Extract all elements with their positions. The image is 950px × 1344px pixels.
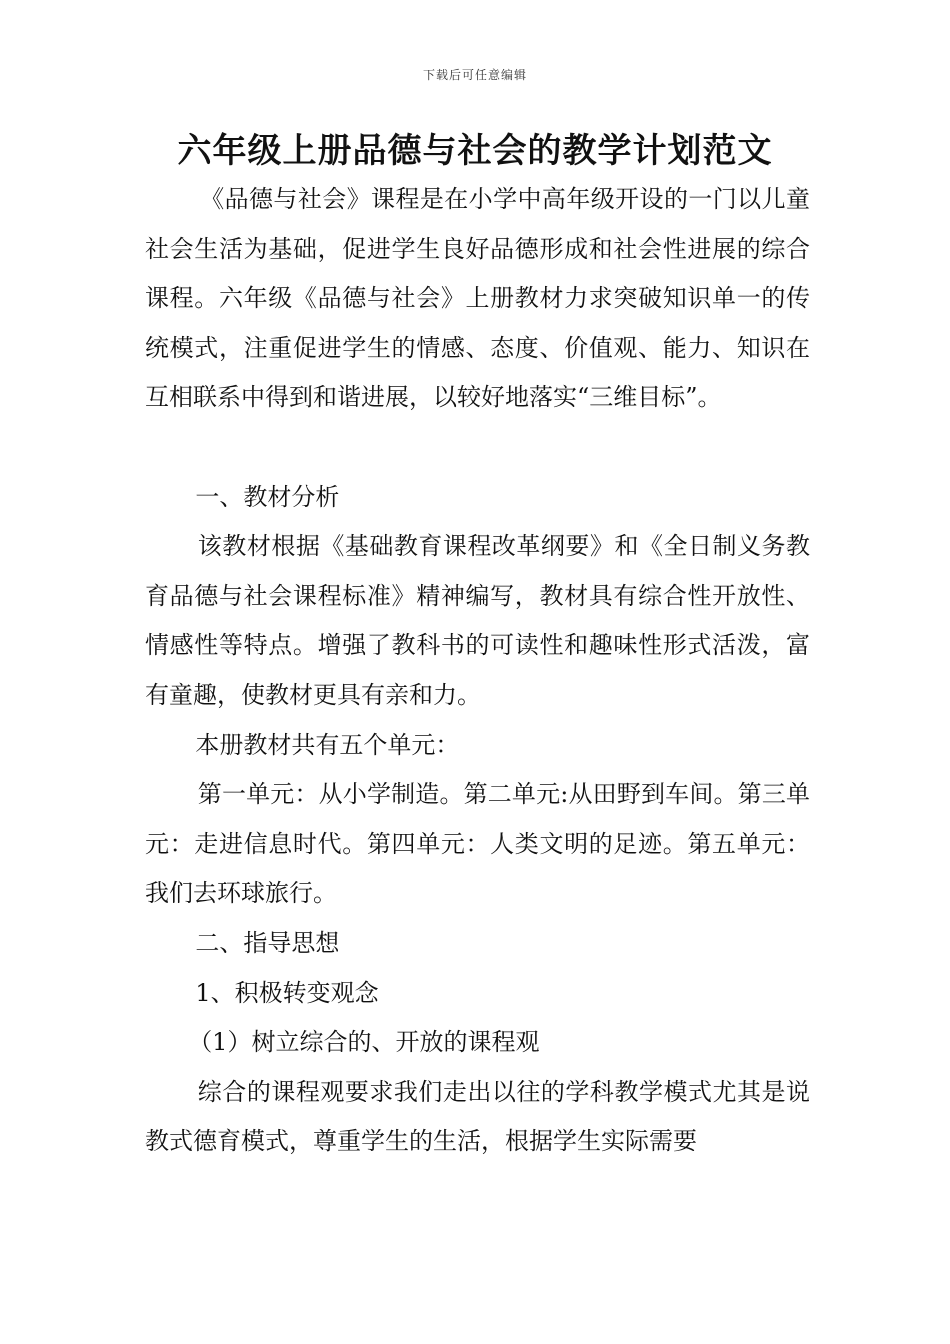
- section-1-paragraph: 该教材根据《基础教育课程改革纲要》和《全日制义务教育品德与社会课程标准》精神编写，教材具有综合性开放性、情感性等特点。增强了教科书的可读性和趣味性形式活泼，富有童趣，使教材更具有亲和力。: [145, 532, 810, 709]
- final-paragraph: 综合的课程观要求我们走出以往的学科教学模式尤其是说教式德育模式，尊重学生的生活，根据学生实际需要: [145, 1077, 810, 1156]
- header-note: 下载后可任意编辑: [422, 68, 527, 82]
- units-list-paragraph: 第一单元：从小学制造。第二单元:从田野到车间。第三单元：走进信息时代。第四单元：人类文明的足迹。第五单元：我们去环球旅行。: [145, 780, 810, 908]
- document-body: [145, 175, 810, 1167]
- paragraph-spacer: [145, 423, 810, 473]
- units-intro: 本册教材共有五个单元：: [195, 730, 460, 759]
- subheading-1-1: （1）树立综合的、开放的课程观: [188, 1028, 540, 1057]
- subheading-1: 1、积极转变观念: [195, 978, 379, 1007]
- section-heading-2: 二、指导思想: [195, 928, 340, 957]
- section-heading-1: 一、教材分析: [195, 482, 340, 511]
- intro-paragraph: 《品德与社会》课程是在小学中高年级开设的一门以儿童社会生活为基础，促进学生良好品德形成和社会性进展的综合课程。六年级《品德与社会》上册教材力求突破知识单一的传统模式，注重促进学生的情感、态度、价值观、能力、知识在互相联系中得到和谐进展，以较好地落实“三维目标”。: [145, 185, 810, 412]
- document-title: 六年级上册品德与社会的教学计划范文: [177, 131, 773, 171]
